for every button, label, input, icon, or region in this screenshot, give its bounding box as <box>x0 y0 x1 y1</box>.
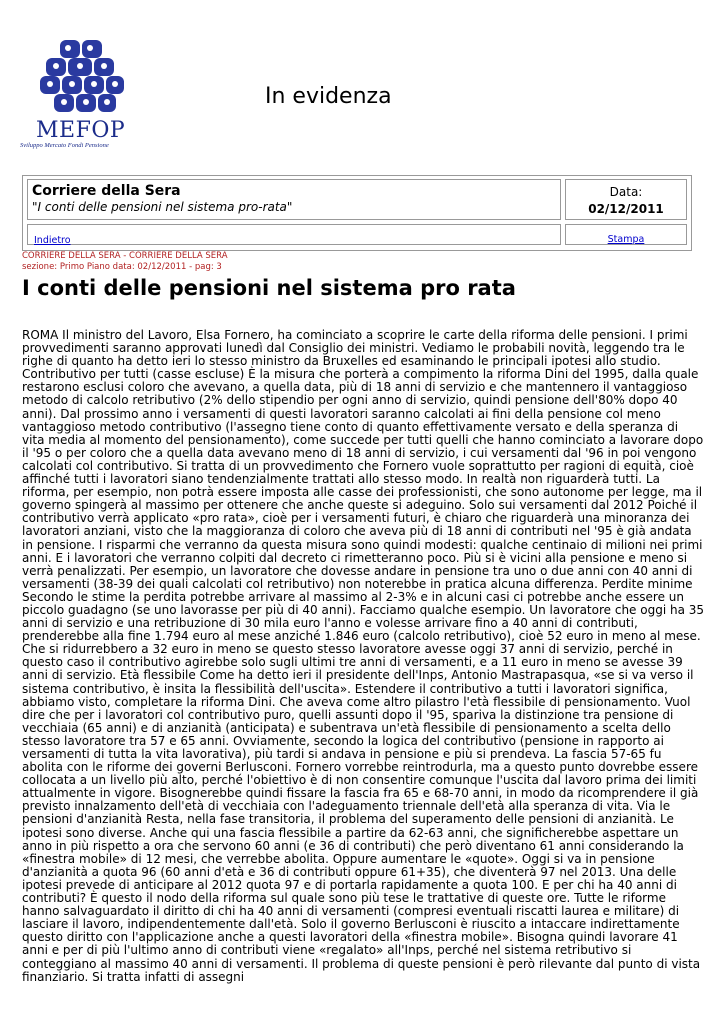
source-cell <box>27 179 561 220</box>
article-meta <box>22 251 228 273</box>
date-cell <box>565 179 687 220</box>
date-value: 02/12/2011 <box>588 202 664 216</box>
logo-wordmark: MEFOP <box>36 118 126 143</box>
meta-section-line: sezione: Primo Piano data: 02/12/2011 - pag: 3 <box>22 262 222 272</box>
back-link[interactable]: Indietro <box>34 235 71 246</box>
article-title: I conti delle pensioni nel sistema pro rata <box>22 276 516 300</box>
date-label: Data: <box>609 185 643 199</box>
article-body: ROMA Il ministro del Lavoro, Elsa Fornero, ha cominciato a scoprire le carte della riforma delle pensioni. I primi provvedimenti saranno approvati lunedì dal Consiglio dei ministri. Vediamo le probabili novità, leggendo tra le righe di quanto ha detto ieri lo stesso ministro da Bruxelles ed esaminando le principali ipotesi allo studio. Contributivo per tutti (casse escluse) È la misura che porterà a compimento la riforma Dini del 1995, dalla quale restarono esclusi coloro che avevano, a quella data, più di 18 anni di servizio e che mantennero il vantaggioso metodo di calcolo retributivo (2% dello stipendio per ogni anno di servizio, quindi pensione dell'80% dopo 40 anni). Dal prossimo anno i versamenti di questi lavoratori saranno calcolati ai fini della pensione col meno vantaggioso metodo contributivo (l'assegno tiene conto di quanto effettivamente versato e della speranza di vita media al momento del pensionamento), come succede per tutti quelli che hanno cominciato a lavorare dopo il '95 o per coloro che a quella data avevano meno di 18 anni di servizio, i cui versamenti dal '96 in poi vengono calcolati col contributivo. Si tratta di un provvedimento che Fornero vuole soprattutto per ragioni di equità, cioè affinché tutti i lavoratori siano tendenzialmente trattati allo stesso modo. In realtà non riguarderà tutti. La riforma, per esempio, non potrà essere imposta alle casse dei professionisti, che sono autonome per legge, ma il governo spingerà al massimo per ottenere che anche queste si adeguino. Solo sui versamenti dal 2012 Poiché il contributivo verrà applicato «pro rata», cioè per i versamenti futuri, è chiaro che riguarderà una minoranza dei lavoratori anziani, visto che la maggioranza di coloro che aveva più di 18 anni di contributi nel '95 è già andata in pensione. I risparmi che verranno da questa misura sono quindi modesti: qualche centinaio di milioni nei primi anni. E i lavoratori che verranno colpiti dal decreto ci rimetteranno poco. Più si è vicini alla pensione e meno si verrà penalizzati. Per esempio, un lavoratore che dovesse andare in pensione tra uno o due anni con 40 anni di versamenti (38-39 dei quali calcolati col retributivo) non noterebbe in pratica alcuna differenza. Perdite minime Secondo le stime la perdita potrebbe arrivare al massimo al 2-3% e in alcuni casi ci potrebbe anche essere un piccolo guadagno (se uno lavorasse per più di 40 anni). Facciamo qualche esempio. Un lavoratore che oggi ha 35 anni di servizio e una retribuzione di 30 mila euro l'anno e volesse arrivare fino a 40 anni di contributi, prenderebbe alla fine 1.794 euro al mese anziché 1.846 euro (calcolo retributivo), cioè 52 euro in meno al mese. Che si ridurrebbero a 32 euro in meno se questo stesso lavoratore avesse oggi 37 anni di servizio, perché in questo caso il contributivo agirebbe solo sugli ultimi tre anni di versamenti, e a 11 euro in meno se avesse 39 anni di servizio. Età flessibile Come ha detto ieri il presidente dell'Inps, Antonio Mastrapasqua, «se si va verso il sistema contributivo, è insita la flessibilità dell'uscita». Estendere il contributivo a tutti i lavoratori significa, abbiamo visto, completare la riforma Dini. Che aveva come altro pilastro l'età flessibile di pensionamento. Vuol dire che per i lavoratori col contributivo puro, quelli assunti dopo il '95, spariva la distinzione tra pensione di vecchiaia (65 anni) e di anzianità (anticipata) e subentrava un'età flessibile di pensionamento a scelta dello stesso lavoratore tra 57 e 65 anni. Ovviamente, secondo la logica del contributivo (pensione in rapporto ai versamenti di tutta la vita lavorativa), più tardi si andava in pensione e più si prendeva. La fascia 57-65 fu abolita con le riforme dei governi Berlusconi. Fornero vorrebbe reintrodurla, ma a questo punto dovrebbe essere collocata a un livello più alto, perché l'obiettivo è di non consentire comunque l'uscita dal lavoro prima dei limiti attualmente in vigore. Bisognerebbe quindi fissare la fascia fra 65 e 68-70 anni, in modo da ricomprendere il già previsto innalzamento dell'età di vecchiaia con l'adeguamento triennale dell'età alla speranza di vita. Via le pensioni d'anzianità Resta, nella fase transitoria, il problema del superamento delle pensioni di anzianità. Le ipotesi sono diverse. Anche qui una fascia flessibile a partire da 62-63 anni, che significherebbe aspettare un anno in più rispetto a ora che servono 60 anni (e 36 di contributi) che però diventano 61 anni considerando la «finestra mobile» di 12 mesi, che verrebbe abolita. Oppure aumentare le «quote». Oggi si va in pensione d'anzianità a quota 96 (60 anni d'età e 36 di contributi oppure 61+35), che diventerà 97 nel 2013. Una delle ipotesi prevede di anticipare al 2012 quota 97 e di portarla rapidamente a quota 100. E per chi ha 40 anni di contributi? È questo il nodo della riforma sul quale sono più tese le trattative di queste ore. Tutte le riforme hanno salvaguardato il diritto di chi ha 40 anni di versamenti (compresi eventuali riscatti laurea e militare) di lasciare il lavoro, indipendentemente dall'età. Solo il governo Berlusconi è riuscito a intaccare indirettamente questo diritto con l'applicazione anche a questi lavoratori della «finestra mobile». Bisogna quindi lavorare 41 anni e per di più l'ultimo anno di contributi viene «regalato» all'Inps, perché nel sistema retributivo si conteggiano al massimo 40 anni di versamenti. Il problema di queste pensioni è però rilevante dal punto di vista finanziario. Si tratta infatti di assegni <box>22 328 705 984</box>
print-cell <box>565 224 687 245</box>
meta-source-line: CORRIERE DELLA SERA - CORRIERE DELLA SERA <box>22 251 228 261</box>
back-cell <box>27 224 561 245</box>
source-name: Corriere della Sera <box>32 183 181 199</box>
mefop-emblem-icon <box>18 36 142 122</box>
logo-tagline: Sviluppo Mercato Fondi Pensione <box>20 142 109 149</box>
page-heading: In evidenza <box>265 84 392 109</box>
article-header-table <box>22 175 692 251</box>
source-subtitle: "I conti delle pensioni nel sistema pro-rata" <box>32 200 293 214</box>
print-link[interactable]: Stampa <box>607 234 645 245</box>
